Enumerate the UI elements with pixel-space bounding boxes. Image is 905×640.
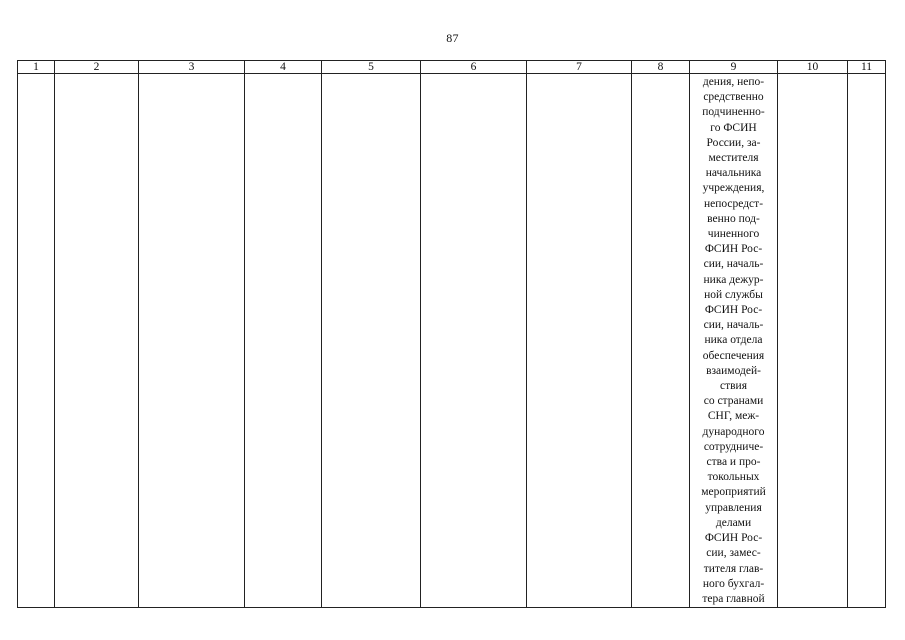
text-line: тителя глав- [703,562,764,575]
text-line: делами [715,516,752,529]
column-header: 4 [245,61,322,74]
column-header: 7 [527,61,632,74]
column-header: 2 [55,61,139,74]
column-header: 8 [632,61,690,74]
text-line: ства и про- [706,456,761,469]
text-line: ника отдела [704,334,763,347]
text-line: СНГ, меж- [707,410,760,423]
text-line: сии, началь- [703,258,764,271]
text-line: взаимодей- [706,364,761,377]
text-line: токольных [707,471,760,484]
table-cell [527,74,632,608]
table-cell [632,74,690,608]
text-line: дународного [702,425,765,438]
text-line: непосредст- [703,197,764,210]
column-header: 11 [848,61,886,74]
column-header: 9 [690,61,778,74]
text-line: дения, непо- [702,76,765,88]
text-line: ной службы [704,288,763,301]
table-cell [322,74,421,608]
text-line: ФСИН Рос- [704,532,763,545]
table-cell [421,74,527,608]
page-number: 87 [446,31,459,45]
text-line: сотрудниче- [703,440,764,453]
text-line: сии, замес- [706,547,761,560]
text-line: управления [705,501,762,514]
text-line: ника дежур- [703,273,764,286]
column-9-text [690,74,777,607]
text-line: ствия [719,380,747,393]
table-cell [848,74,886,608]
table-cell [139,74,245,608]
text-line: местителя [708,152,759,165]
text-line: обеспечения [702,349,765,362]
table-row [18,74,886,608]
text-line: мероприятий [701,486,766,499]
text-line: учреждения, [702,182,765,195]
text-line: чиненного [707,228,760,241]
text-line: подчиненно- [702,106,765,119]
text-line: ФСИН Рос- [704,304,763,317]
table-cell [18,74,55,608]
table-cell [245,74,322,608]
text-line: со странами [703,395,764,408]
text-line: венно под- [707,212,760,225]
text-line: сии, началь- [703,319,764,332]
text-line: ного бухгал- [702,577,765,590]
text-line: ФСИН Рос- [704,243,763,256]
table-cell [55,74,139,608]
column-header: 10 [778,61,848,74]
text-line: России, за- [706,136,761,149]
table-cell-column-9 [690,74,778,608]
column-header: 6 [421,61,527,74]
table-header-row [18,61,886,74]
text-line: начальника [705,167,762,180]
column-header: 5 [322,61,421,74]
column-header: 3 [139,61,245,74]
text-line: средственно [703,91,764,104]
document-table [17,60,886,608]
text-line: тера главной [702,592,765,605]
column-header: 1 [18,61,55,74]
table-cell [778,74,848,608]
text-line: го ФСИН [710,121,757,134]
